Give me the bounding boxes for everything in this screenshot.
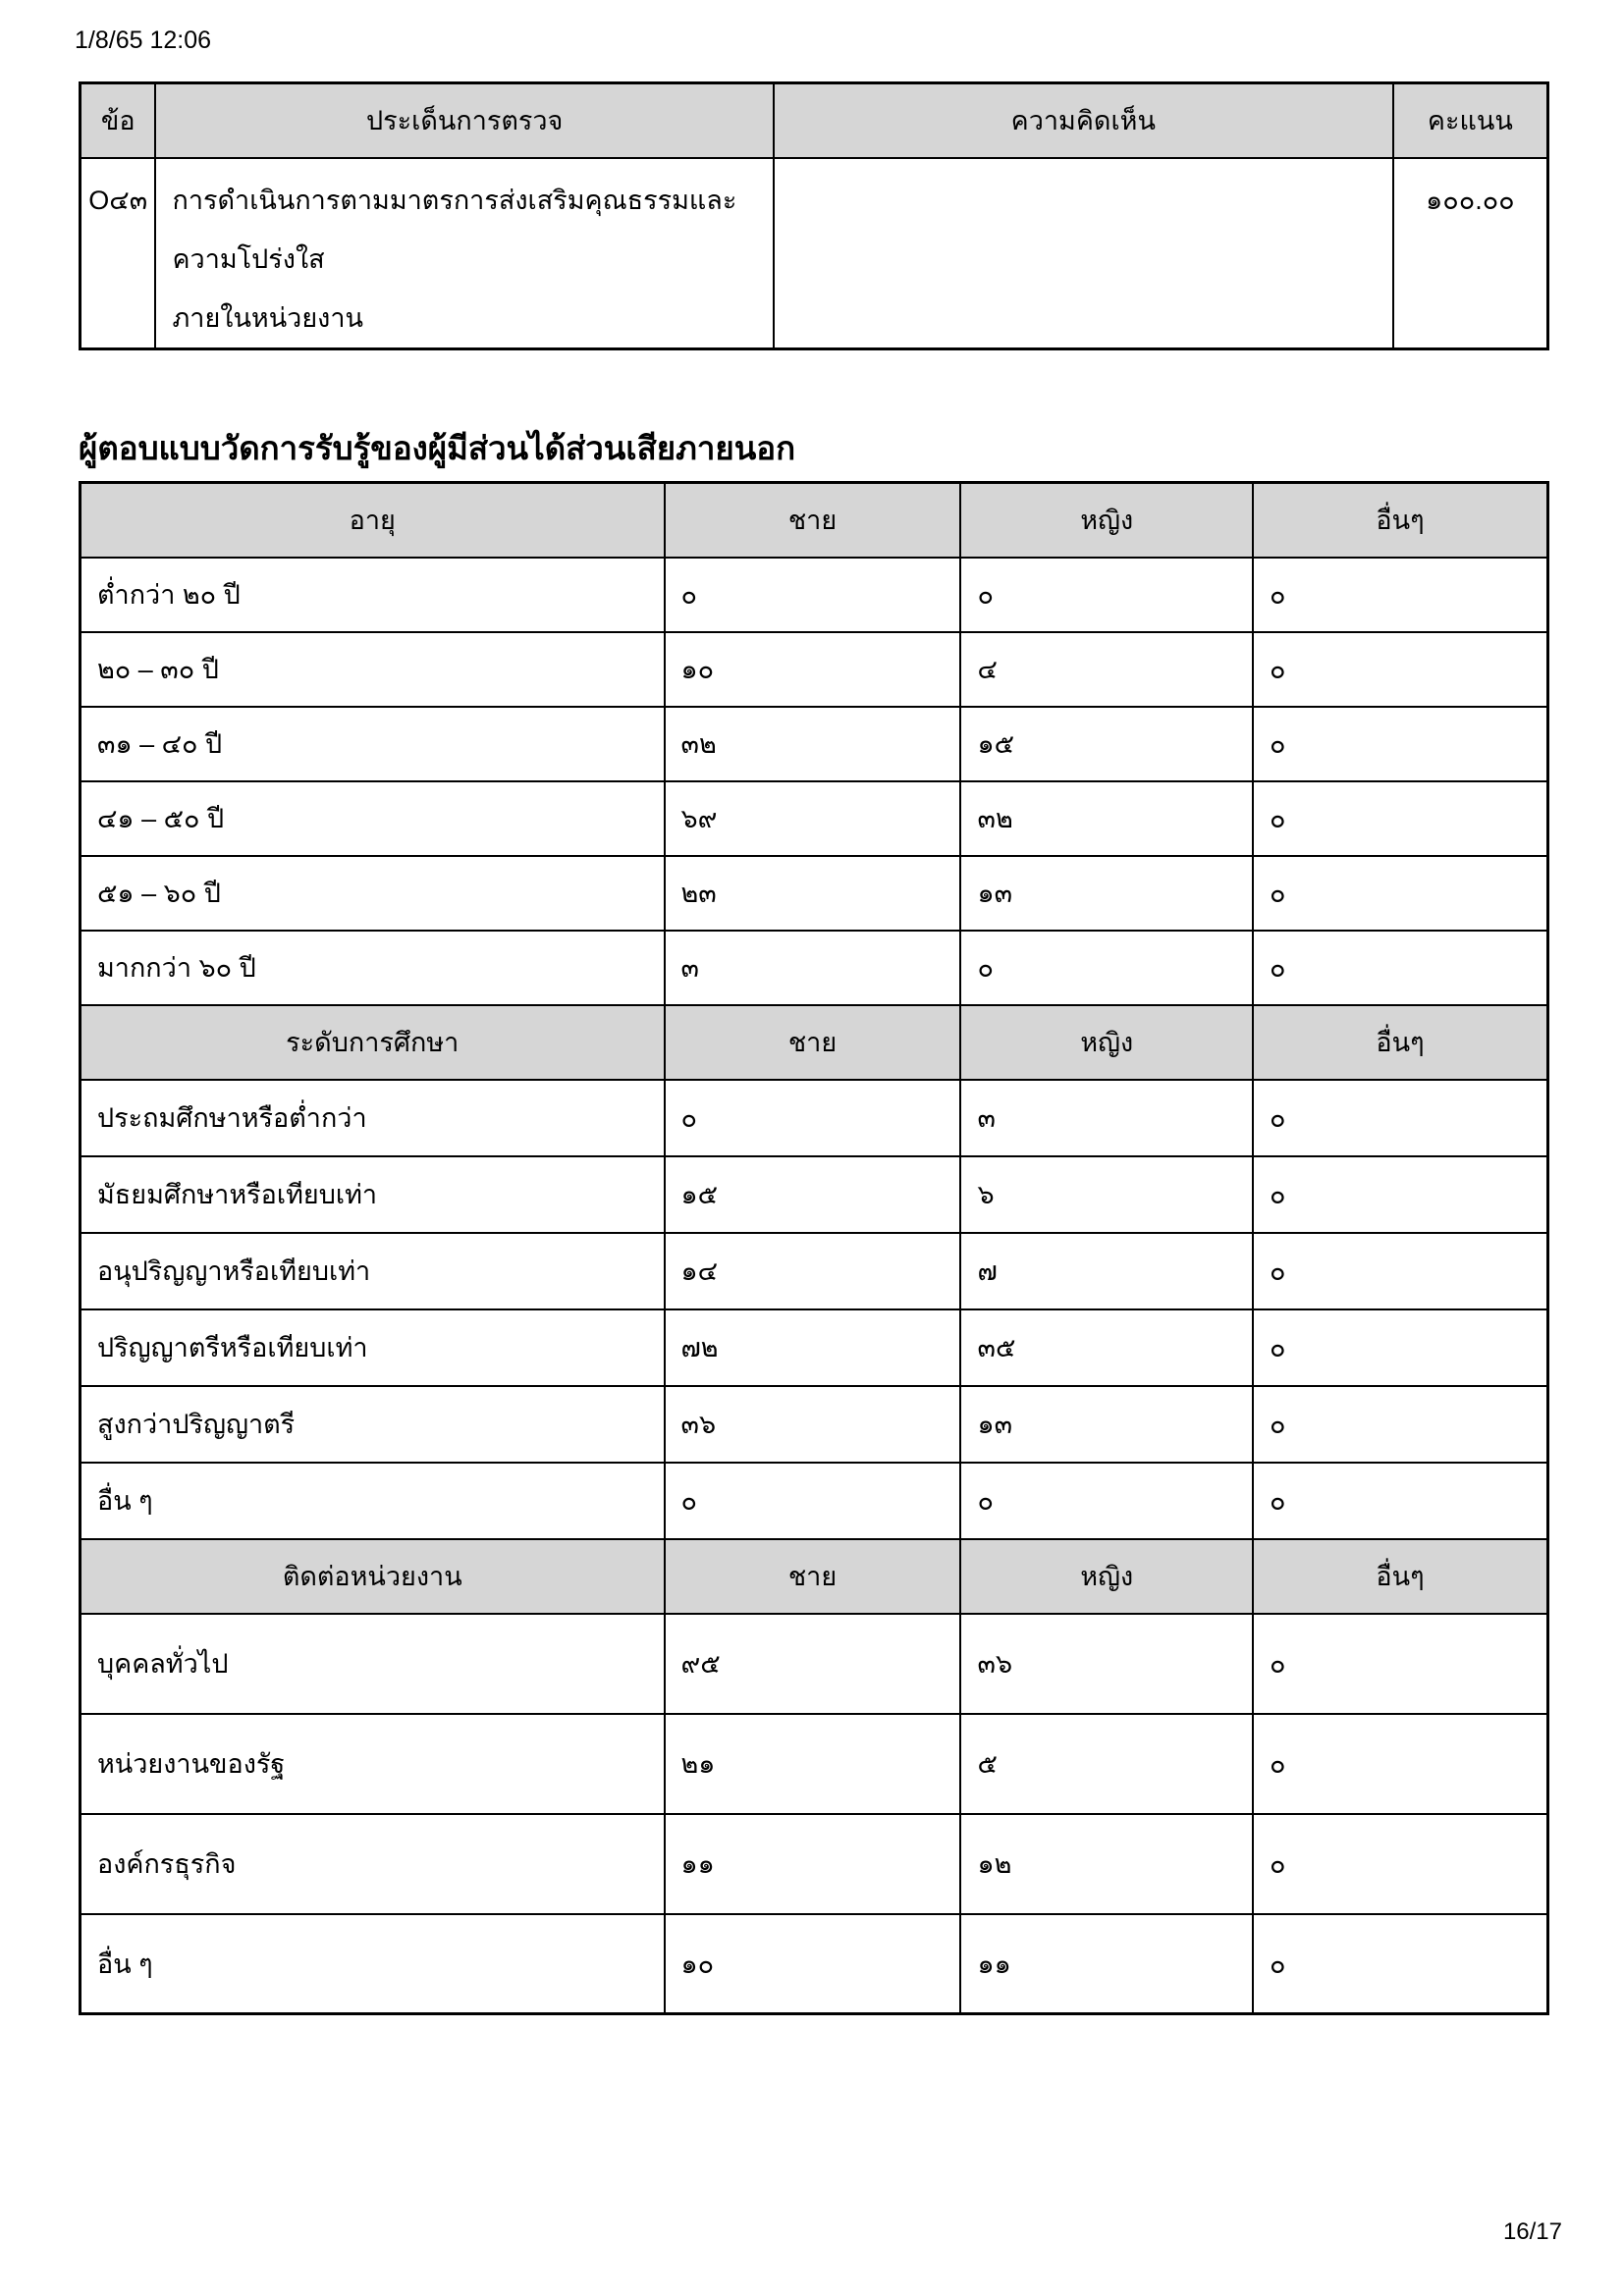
respondents-table [79,481,1549,2015]
male-value-cell: ๑๔ [665,1233,961,1309]
col-header-male: ชาย [665,483,961,558]
data-row [81,1714,1548,1814]
other-value-cell: ๐ [1253,1714,1548,1814]
inspection-topic-cell [155,158,773,349]
male-value-cell: ๓๒ [665,707,961,781]
col-header-comment: ความคิดเห็น [774,83,1393,158]
col-header-male: ชาย [665,1539,961,1614]
comment-cell [774,158,1393,349]
male-value-cell: ๙๕ [665,1614,961,1714]
row-label-cell: ประถมศึกษาหรือต่ำกว่า [81,1080,665,1156]
col-header-other: อื่นๆ [1253,1005,1548,1080]
col-header-male: ชาย [665,1005,961,1080]
female-value-cell: ๓ [960,1080,1253,1156]
male-value-cell: ๑๑ [665,1814,961,1914]
data-row [81,1080,1548,1156]
respondents-heading: ผู้ตอบแบบวัดการรับรู้ของผู้มีส่วนได้ส่วนเสียภายนอก [79,429,796,466]
data-row [81,856,1548,931]
female-value-cell: ๔ [960,632,1253,707]
data-row [81,707,1548,781]
female-value-cell: ๓๕ [960,1309,1253,1386]
data-row [81,1386,1548,1463]
row-label-cell: ๓๑ – ๔๐ ปี [81,707,665,781]
female-value-cell: ๕ [960,1714,1253,1814]
female-value-cell: ๓๒ [960,781,1253,856]
col-header-other: อื่นๆ [1253,1539,1548,1614]
other-value-cell: ๐ [1253,707,1548,781]
female-value-cell: ๐ [960,1463,1253,1539]
page-content [79,81,1549,2015]
data-row [81,1233,1548,1309]
male-value-cell: ๐ [665,558,961,632]
row-label-cell: บุคคลทั่วไป [81,1614,665,1714]
row-label-cell: ๒๐ – ๓๐ ปี [81,632,665,707]
col-header-score: คะแนน [1393,83,1548,158]
data-row [81,781,1548,856]
data-row [81,632,1548,707]
row-label-cell: ๔๑ – ๕๐ ปี [81,781,665,856]
data-row [81,1914,1548,2014]
col-header-female: หญิง [960,1539,1253,1614]
female-value-cell: ๑๒ [960,1814,1253,1914]
data-row [81,1814,1548,1914]
inspection-data-row [81,158,1548,349]
topic-line-1: การดำเนินการตามมาตรการส่งเสริมคุณธรรมและความโปร่งใส [172,185,737,274]
female-value-cell: ๑๓ [960,856,1253,931]
female-value-cell: ๑๓ [960,1386,1253,1463]
male-value-cell: ๐ [665,1463,961,1539]
other-value-cell: ๐ [1253,781,1548,856]
row-label-cell: อื่น ๆ [81,1914,665,2014]
col-header-item-no: ข้อ [81,83,156,158]
other-value-cell: ๐ [1253,632,1548,707]
section-header-row-contact [81,1539,1548,1614]
female-value-cell: ๗ [960,1233,1253,1309]
female-value-cell: ๐ [960,558,1253,632]
other-value-cell: ๐ [1253,856,1548,931]
row-label-cell: ๕๑ – ๖๐ ปี [81,856,665,931]
inspection-header-row [81,83,1548,158]
male-value-cell: ๓ [665,931,961,1005]
other-value-cell: ๐ [1253,1463,1548,1539]
data-row [81,1309,1548,1386]
male-value-cell: ๑๐ [665,632,961,707]
female-value-cell: ๖ [960,1156,1253,1233]
col-header-other: อื่นๆ [1253,483,1548,558]
data-row [81,558,1548,632]
male-value-cell: ๖๙ [665,781,961,856]
data-row [81,931,1548,1005]
other-value-cell: ๐ [1253,931,1548,1005]
male-value-cell: ๒๓ [665,856,961,931]
section-title-age: อายุ [81,483,665,558]
male-value-cell: ๓๖ [665,1386,961,1463]
female-value-cell: ๑๑ [960,1914,1253,2014]
section-title-contact: ติดต่อหน่วยงาน [81,1539,665,1614]
col-header-inspection-topic: ประเด็นการตรวจ [155,83,773,158]
score-value-cell: ๑๐๐.๐๐ [1393,158,1548,349]
row-label-cell: องค์กรธุรกิจ [81,1814,665,1914]
other-value-cell: ๐ [1253,1614,1548,1714]
topic-line-2: ภายในหน่วยงาน [172,302,363,333]
male-value-cell: ๑๐ [665,1914,961,2014]
male-value-cell: ๒๑ [665,1714,961,1814]
timestamp: 1/8/65 12:06 [75,27,212,54]
male-value-cell: ๐ [665,1080,961,1156]
other-value-cell: ๐ [1253,1233,1548,1309]
row-label-cell: มากกว่า ๖๐ ปี [81,931,665,1005]
other-value-cell: ๐ [1253,1386,1548,1463]
section-title-education: ระดับการศึกษา [81,1005,665,1080]
row-label-cell: ปริญญาตรีหรือเทียบเท่า [81,1309,665,1386]
col-header-female: หญิง [960,1005,1253,1080]
female-value-cell: ๓๖ [960,1614,1253,1714]
other-value-cell: ๐ [1253,1080,1548,1156]
male-value-cell: ๗๒ [665,1309,961,1386]
female-value-cell: ๑๕ [960,707,1253,781]
other-value-cell: ๐ [1253,1156,1548,1233]
female-value-cell: ๐ [960,931,1253,1005]
inspection-table [79,81,1549,350]
row-label-cell: สูงกว่าปริญญาตรี [81,1386,665,1463]
item-code-cell: O๔๓ [81,158,156,349]
section-header-row-education [81,1005,1548,1080]
data-row [81,1463,1548,1539]
data-row [81,1156,1548,1233]
male-value-cell: ๑๕ [665,1156,961,1233]
col-header-female: หญิง [960,483,1253,558]
other-value-cell: ๐ [1253,1814,1548,1914]
row-label-cell: มัธยมศึกษาหรือเทียบเท่า [81,1156,665,1233]
row-label-cell: อนุปริญญาหรือเทียบเท่า [81,1233,665,1309]
row-label-cell: หน่วยงานของรัฐ [81,1714,665,1814]
row-label-cell: ต่ำกว่า ๒๐ ปี [81,558,665,632]
section-header-row-age [81,483,1548,558]
row-label-cell: อื่น ๆ [81,1463,665,1539]
data-row [81,1614,1548,1714]
other-value-cell: ๐ [1253,1914,1548,2014]
other-value-cell: ๐ [1253,1309,1548,1386]
page-number: 16/17 [1502,2218,1562,2245]
other-value-cell: ๐ [1253,558,1548,632]
